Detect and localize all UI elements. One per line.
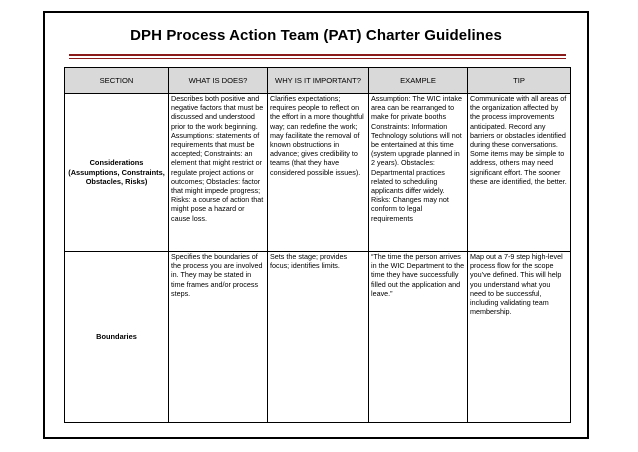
- why-cell: Sets the stage; provides focus; identifies limits.: [268, 252, 369, 423]
- tip-cell: Communicate with all areas of the organization affected by the process improvements anticipated. Record any barriers or obstacles identified during these conversations. Some items may be simple to address, others may need significant effort. The sooner these are identified, the better.: [468, 94, 571, 252]
- tip-cell: Map out a 7-9 step high-level process flow for the scope you’ve defined. This will help you understand what you need to be successful, including validating team membership.: [468, 252, 571, 423]
- section-cell: Considerations (Assumptions, Constraints, Obstacles, Risks): [65, 94, 169, 252]
- header-tip: TIP: [468, 68, 571, 94]
- title-underline-thin: [69, 58, 566, 59]
- header-why-important: WHY IS IT IMPORTANT?: [268, 68, 369, 94]
- table-header-row: [65, 68, 571, 94]
- table-row: [65, 252, 571, 423]
- title-underline: [69, 54, 566, 56]
- what-cell: Describes both positive and negative factors that must be discussed and understood prior to the work beginning. Assumptions: statements of requirements that must be accepted; Constraints: an element that might restrict or regulate project actions or outcomes; Obstacles: factor that might impede progress; Risks: a course of action that might pose a hazard or cause loss.: [169, 94, 268, 252]
- guidelines-table: [64, 67, 571, 423]
- header-what-it-does: WHAT IS DOES?: [169, 68, 268, 94]
- example-cell: Assumption: The WIC intake area can be rearranged to make for private booths Constraints: Information Technology solutions will not be entertained at this time (system upgrade planned in 2 years). Obstacles: Departmental practices related to scheduling applicants differ widely. Risks: Changes may not conform to legal requirements: [369, 94, 468, 252]
- example-cell: “The time the person arrives in the WIC Department to the time they have successfully filled out the application and leave.”: [369, 252, 468, 423]
- document-title: DPH Process Action Team (PAT) Charter Guidelines: [130, 27, 502, 44]
- what-cell: Specifies the boundaries of the process you are involved in. They may be stated in time frames and/or process steps.: [169, 252, 268, 423]
- header-example: EXAMPLE: [369, 68, 468, 94]
- why-cell: Clarifies expectations; requires people to reflect on the effort in a more thoughtful way; can redefine the work; may facilitate the removal of known obstructions in advance; gives credibility to teams (that they have considered possible issues).: [268, 94, 369, 252]
- header-section: SECTION: [65, 68, 169, 94]
- section-cell: Boundaries: [65, 252, 169, 423]
- table-row: [65, 94, 571, 252]
